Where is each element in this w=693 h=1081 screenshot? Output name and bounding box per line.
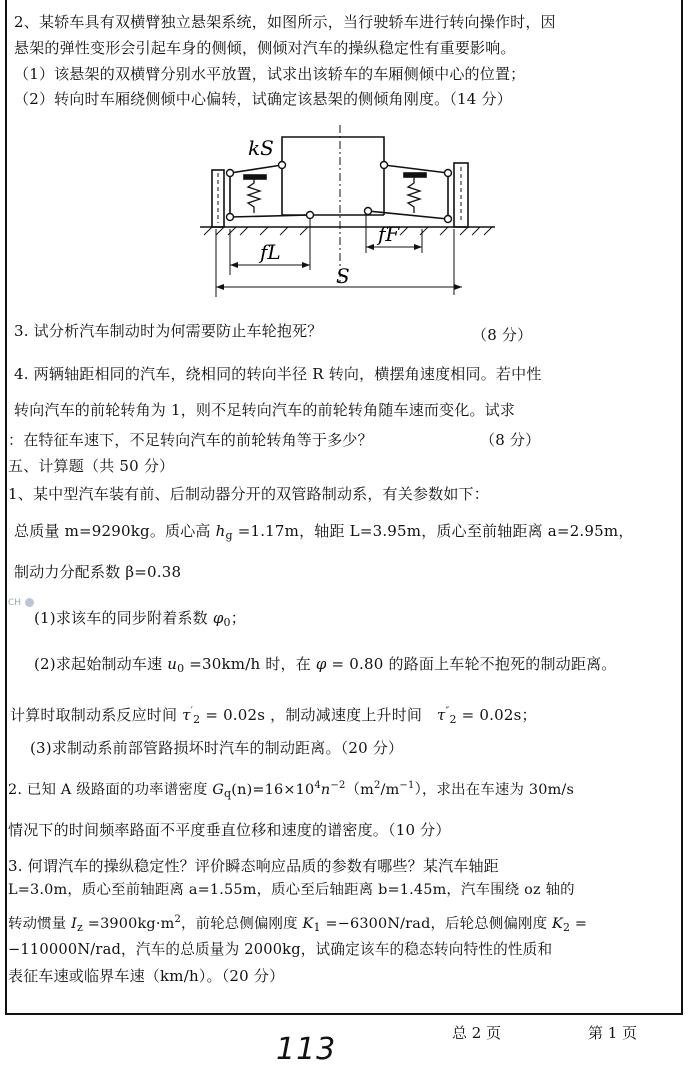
c3-line-4: −110000N/rad，汽车的总质量为 2000kg，试确定该车的稳态转向特性的性质和 [8, 941, 553, 958]
c1-part-1: (1)求该车的同步附着系数 $\varphi_0$； [34, 609, 246, 629]
c3-line-1: 3. 何谓汽车的操纵稳定性？评价瞬态响应品质的参数有哪些？某汽车轴距 [8, 857, 499, 875]
c1-line-2: 总质量 m=9290kg。质心高 $h_g =1.17m$，轴距 L=3.95m，质心至前轴距离 a=2.95m， [14, 522, 634, 542]
c1-part-2: (2)求起始制动车速 $u_0 =30km/h$ 时，在 φ = 0.80 的路面上车轮不抱死的制动距离。 [34, 655, 617, 675]
diagram-label-s: S [336, 264, 350, 288]
c1-part-3: (3)求制动系前部管路损坏时汽车的制动距离。（20 分） [30, 739, 404, 757]
diagram-label-ks: kS [248, 136, 274, 160]
diagram-label-fl: fL [260, 240, 281, 264]
scan-stamp: CH [8, 598, 34, 608]
section-title: 五、计算题（共 50 分） [8, 457, 175, 475]
q4-line-2: 转向汽车的前轮转角为 1，则不足转向汽车的前轮转角随车速而变化。试求 [14, 401, 516, 419]
c2-line-2: 情况下的时间频率路面不平度垂直位移和速度的谱密度。（10 分） [8, 821, 451, 839]
diagram-label-ff: fF [378, 222, 400, 246]
page-number: 第 1 页 [588, 1024, 638, 1042]
c3-line-5: 表征车速或临界车速（km/h）。（20 分） [8, 967, 285, 985]
c1-line-3: 制动力分配系数 β=0.38 [14, 563, 182, 581]
q2-line-4: （2）转向时车厢绕侧倾中心偏转，试确定该悬架的侧倾角刚度。（14 分） [14, 90, 512, 108]
c3-line-2: L=3.0m，质心至前轴距离 a=1.55m，质心至后轴距离 b=1.45m，汽车围绕 oz 轴的 [8, 882, 575, 898]
page-total: 总 2 页 [452, 1024, 502, 1042]
handwritten-page-number: 113 [276, 1032, 337, 1067]
q3-score: （8 分） [472, 326, 533, 344]
q4-line-1: 4. 两辆轴距相同的汽车，绕相同的转向半径 R 转向，横摆角速度相同。若中性 [14, 365, 542, 383]
stamp-dot-icon [25, 598, 34, 607]
suspension-diagram [200, 125, 500, 305]
c1-line-1: 1、某中型汽车装有前、后制动器分开的双管路制动系，有关参数如下： [8, 485, 489, 503]
c1-part-2-times: 计算时取制动系反应时间 $\tau'_2 = 0.02s$ ，制动减速度上升时间 $\tau''_2 = 0.02s$； [10, 706, 537, 726]
q2-line-3: （1）该悬架的双横臂分别水平放置，试求出该轿车的车厢侧倾中心的位置； [14, 65, 526, 83]
c2-line-1: 2. 已知 A 级路面的功率谱密度 $G_q(n)=16\times 10^4n^{-2}(m^2/m^{-1})$，求出在车速为 30m/s [8, 780, 575, 800]
q2-line-2: 悬架的弹性变形会引起车身的侧倾，侧倾对汽车的操纵稳定性有重要影响。 [14, 39, 516, 57]
c3-line-3: 转动惯量 $I_z =3900kg\cdot m^2$，前轮总侧偏刚度 $K_1 =-6300N/rad$，后轮总侧偏刚度 $K_2$ = [8, 914, 588, 934]
q4-line-3: ：在特征车速下，不足转向汽车的前轮转角等于多少？ [8, 431, 373, 449]
q3-text: 3. 试分析汽车制动时为何需要防止车轮抱死？ [14, 322, 323, 340]
q4-score: （8 分） [480, 431, 541, 449]
q2-line-1: 2、某轿车具有双横臂独立悬架系统，如图所示，当行驶轿车进行转向操作时，因 [14, 13, 556, 31]
